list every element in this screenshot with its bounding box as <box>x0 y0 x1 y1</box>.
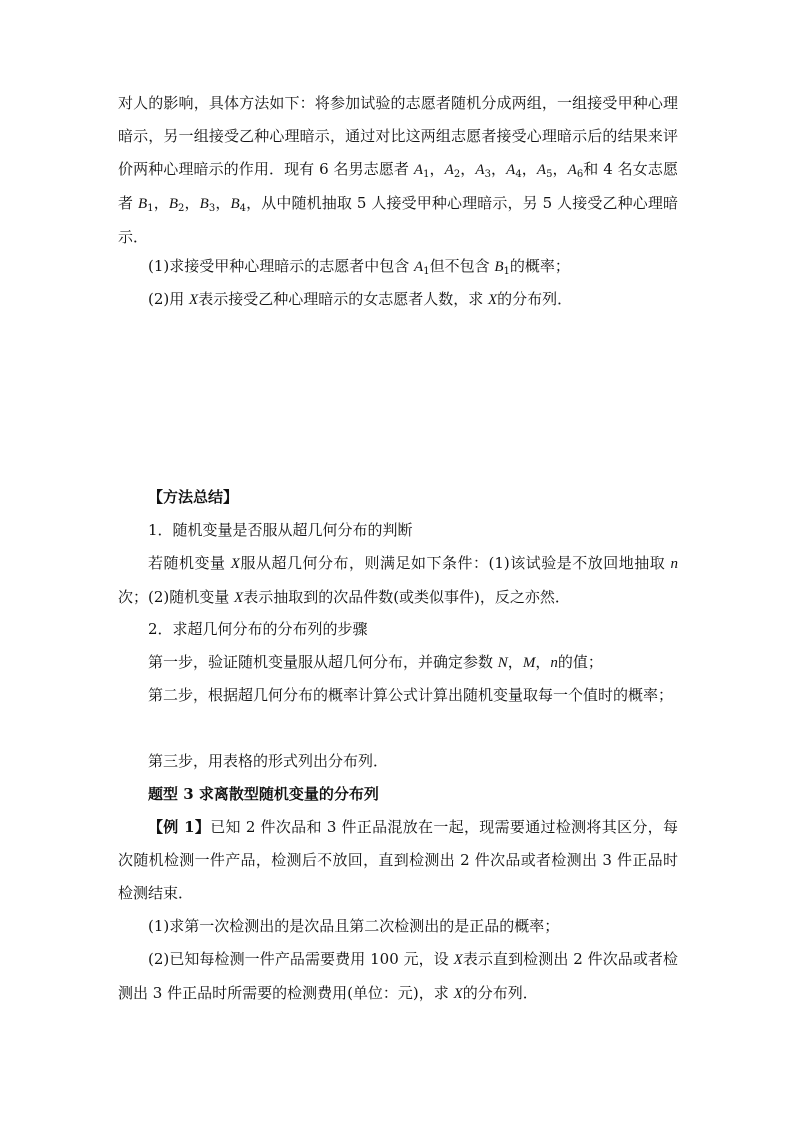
method-step-1: 第一步，验证随机变量服从超几何分布，并确定参数 N，M，n的值； <box>148 653 603 671</box>
method-point-1-title: 1．随机变量是否服从超几何分布的判断 <box>148 521 413 539</box>
intro-paragraph: 对人的影响，具体方法如下：将参加试验的志愿者随机分成两组，一组接受甲种心理暗示，另一组接受乙种心理暗示，通过对比这两组志愿者接受心理暗示后的结果来评价两种心理暗示的作用．现有 6 名男志愿者 $A_1$，$A_2$，$A_3$，$A_4$，$A_5$，$A_6$和 4 名女志愿者 $B_1$，$B_2$，$B_3$，$B_4$，从中随机抽取 5 人接受甲种心理暗示，另 5 人接受乙种心理暗示． <box>118 94 678 246</box>
type-3-heading: 题型 3 求离散型随机变量的分布列 <box>148 785 379 803</box>
method-point-2-title: 2．求超几何分布的分布列的步骤 <box>148 620 368 638</box>
example-1-label: 【例 1】 <box>148 818 211 836</box>
method-summary-heading: 【方法总结】 <box>148 488 239 506</box>
question-1: (1)求接受甲种心理暗示的志愿者中包含 $A_1$但不包含 $B_1$的概率； <box>148 257 570 277</box>
method-step-3: 第三步，用表格的形式列出分布列． <box>148 752 389 770</box>
example-1-question-1: (1)求第一次检测出的是次品且第二次检测出的是正品的概率； <box>148 917 560 935</box>
method-point-1-body: 若随机变量 X服从超几何分布，则满足如下条件：(1)该试验是不放回地抽取 n次；(2)随机变量 X表示抽取到的次品件数(或类似事件)，反之亦然． <box>118 554 678 606</box>
method-step-2: 第二步，根据超几何分布的概率计算公式计算出随机变量取每一个值时的概率； <box>148 686 674 704</box>
example-1-statement: 【例 1】已知 2 件次品和 3 件正品混放在一起，现需要通过检测将其区分，每次随机检测一件产品，检测后不放回，直到检测出 2 件次品或者检测出 3 件正品时检测结束． <box>118 818 678 902</box>
question-2: (2)用 X表示接受乙种心理暗示的女志愿者人数，求 X的分布列． <box>148 290 573 308</box>
example-1-question-2: (2)已知每检测一件产品需要费用 100 元，设 X表示直到检测出 2 件次品或者检测出 3 件正品时所需要的检测费用(单位：元)，求 X的分布列． <box>118 950 678 1002</box>
